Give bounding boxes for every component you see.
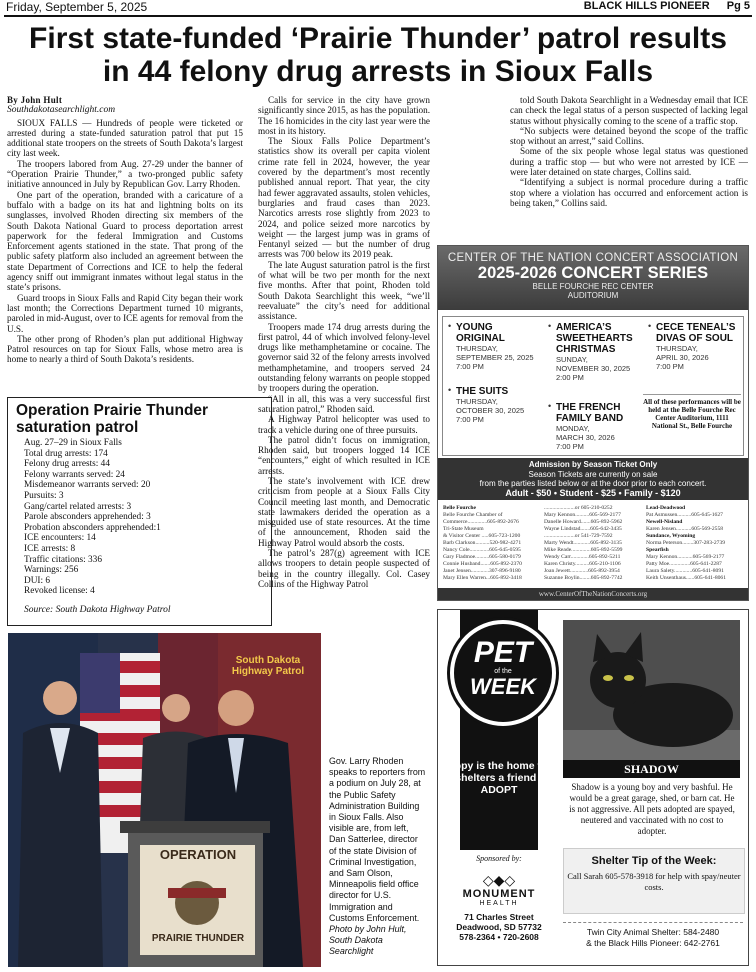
byline: By John Hult [7,95,63,105]
fact-box [7,397,272,626]
directory-entry: Pat Asmussen..........605-645-1627 [646,512,723,518]
fact-item: Pursuits: 3 [24,490,64,501]
fact-item: Revoked license: 4 [24,586,95,597]
venue-note: All of these performances will be held at the Belle Fourche Rec Center Auditorium, 1111 National St., Belle Fourche [643,394,741,430]
show-day: SUNDAY, [556,355,588,364]
sponsor-block [438,872,560,942]
fact-item: Gang/cartel related arrests: 3 [24,501,132,512]
photo-caption [329,756,427,958]
show-item [448,385,544,424]
directory-entry: Wendy Carr.............605-892-5211 [544,554,621,560]
fact-item: Probation absconders apprehended:1 [24,522,161,533]
sponsor-subtitle: HEALTH [479,900,519,907]
fact-item: Total drug arrests: 174 [24,448,108,459]
paragraph: The state’s involvement with ICE drew criticism from people at a Sioux Falls City Council meeting last month, and Democratic state lawmakers derided the operation as a misguided use of state resources. At the time of the announcement, Rhoden said the Highway Patrol would absorb the costs. [258,475,430,548]
show-time: 7:00 PM [456,415,484,424]
paragraph: Calls for service in the city have grown significantly since 2015, as has the population. The 16 homicides in the city last year were the most in its history. [258,95,430,136]
sponsor-address-1: 71 Charles Street [464,912,534,922]
fact-item: Parole absconders apprehended: 3 [24,512,151,523]
source-site: Southdakotasearchlight.com [7,105,116,116]
sponsor-logo-icon: ◇◆◇ [482,872,516,888]
directory-entry: Gary Fladmoe..........605-580-0179 [443,554,521,560]
shelter-phone: Twin City Animal Shelter: 584-2480 [586,927,720,937]
paragraph: The other prong of Rhoden’s plan put additional Highway Patrol resources on tap for Sioux Falls, whose metro area is home to nearly a third of South Dakota’s residents. [7,333,243,365]
shelter-tip-text: Call Sarah 605-578-3918 for help with spay/neuter costs. [567,871,741,892]
bullet-icon: • [448,385,452,395]
fact-box-source: Source: South Dakota Highway Patrol [24,604,171,615]
badge-week: WEEK [470,674,536,699]
headline [8,22,748,88]
issue-date: Friday, September 5, 2025 [6,0,148,14]
show-title: AMERICA’S SWEETHEARTS CHRISTMAS [556,322,633,355]
sponsor-address-2: Deadwood, SD 57732 [456,922,542,932]
directory-entry: Belle Fourche [443,505,476,511]
directory-entry: Keith Unsenthaus......605-641-8061 [646,575,727,581]
show-item [648,321,746,371]
article-column-1 [7,95,243,365]
bullet-icon: • [448,321,452,331]
directory-entry: Janet Jensen.............307-896-9180 [443,568,521,574]
sponsor-name: MONUMENT [462,888,536,900]
badge-pet: PET [473,636,533,669]
fact-item: Felony drug arrests: 44 [24,459,110,470]
show-title: YOUNG ORIGINAL [456,322,505,344]
page-number: Pg 5 [726,0,750,12]
photo-credit: Photo by John Hult, South Dakota Searchlight [329,924,407,957]
paragraph: The patrol didn’t focus on immigration, Rhoden said, but troopers logged 14 ICE “encounters,” eight of which resulted in ICE arrests. [258,434,430,476]
show-item [548,401,642,451]
paragraph: “No subjects were detained beyond the scope of the traffic stop without an arrest,” said Collins. [510,125,748,147]
paragraph: The late August saturation patrol is the first of what will be two per month for the next five months. After that point, Rhoden told South Dakota Searchlight this week, “we’ll reevaluate” the city’s need for additional assistance. [258,259,430,322]
directory-entry: Sundance, Wyoming [646,533,696,539]
directory-entry: ......................or 605-210-0252 [544,505,613,511]
directory-entry: ......................or 541-729-7592 [544,533,613,539]
concert-venue-room: AUDITORIUM [567,291,619,300]
bullet-icon: • [548,401,552,411]
paragraph: The Sioux Falls Police Department’s statistics show its overall per capita violent crime rate fell in 2024, however, the year covered by the department’s most recently published annual report. That year, the city had fewer aggravated assaults, stolen vehicles, burglaries and fraud cases than 2023. Narcotics arrests rose slightly from 2023 to 2024, and police seized more narcotics by weight — the largest jump was in grams of Fentanyl seized — but the number of drug arrests was 700 below its 2019 peak. [258,136,430,260]
paragraph: Guard troops in Sioux Falls and Rapid City began their work last month; the Corrections Department turned 10 migrants, paroled in mid-August, over to ICE agents for removal from the U.S. [7,292,243,334]
show-item [448,321,544,371]
bullet-icon: • [648,321,652,331]
show-date: NOVEMBER 30, 2025 [556,364,631,373]
fact-item: ICE encounters: 14 [24,533,96,544]
show-date: OCTOBER 30, 2025 [456,406,525,415]
fact-item: DUI: 6 [24,575,51,586]
directory-entry: Karen Jensen...........605-569-2558 [646,526,724,532]
show-day: THURSDAY, [456,397,498,406]
show-title: THE FRENCH FAMILY BAND [556,402,624,424]
press-conference-photo [8,633,321,967]
directory-entry: Joan Jewett.............605-892-3954 [544,568,620,574]
header-right [570,0,750,12]
directory-entry: Mary Ellen Warren...605-892-3418 [443,575,522,581]
contact-directory-col-3 [646,505,746,582]
cat-photo [563,620,740,760]
headline-line-2: in 44 felony drug arrests in Sioux Falls [102,55,654,88]
badge-of-the: of the [494,668,512,675]
directory-entry: Wayne Lindstad.......605-642-3435 [544,526,622,532]
shelter-contacts [563,922,743,949]
headline-line-1: First state-funded ‘Prairie Thunder’ patrol results [29,22,727,55]
directory-entry: Danelle Howard.......605-892-5962 [544,519,623,525]
directory-entry: Connie Husband.......605-892-2370 [443,561,522,567]
show-time: 7:00 PM [656,362,684,371]
fact-item: Warnings: 256 [24,565,79,576]
directory-entry: Laura Salety.............605-641-8091 [646,568,724,574]
pet-ad-left-panel [438,610,560,965]
bullet-icon: • [548,321,552,331]
fact-box-title: Operation Prairie Thunder saturation patrol [16,402,209,436]
show-title: CECE TENEAL’S DIVAS OF SOUL [656,322,736,344]
ticket-prices: Adult - $50 • Student - $25 • Family - $120 [505,487,681,498]
directory-entry: Mike Reade..............605-892-5599 [544,547,623,553]
directory-entry: Marty Wendt............605-892-3135 [544,540,622,546]
podium-sign-line-2: PRAIRIE THUNDER [151,933,245,944]
admission-info [438,458,748,500]
fact-item: Felony warrants served: 24 [24,469,125,480]
photo-illustration [8,633,321,967]
fact-item: Traffic citations: 336 [24,554,102,565]
show-time: 7:00 PM [456,362,484,371]
concert-website: www.CenterOfTheNationConcerts.org [438,588,748,600]
paragraph: Some of the six people whose legal status was questioned during a traffic stop — but who were not arrested by ICE — were later detained on state charges, Collins said. [510,146,748,178]
admission-line: Admission by Season Ticket Only [528,460,658,469]
directory-entry: & Visitor Center .....605-723-1200 [443,533,521,539]
directory-entry: Commerce..............605-892-2676 [443,519,519,525]
directory-entry: Mary Kennon..........605-569-2177 [544,512,621,518]
show-time: 7:00 PM [556,442,584,451]
admission-line: from the parties listed below or at the door prior to each concert. [479,479,707,488]
pet-of-week-badge [450,620,556,726]
directory-entry: Spearfish [646,547,669,553]
cat-illustration [563,620,740,760]
paragraph: “Identifying a subject is normal procedure during a traffic stop where a violation has occurred and enforcement action is being taken,” Collins said. [510,177,748,208]
contact-directory-col-2 [544,505,644,582]
show-date: APRIL 30, 2026 [656,353,709,362]
pioneer-phone: & the Black Hills Pioneer: 642-2761 [586,938,720,948]
pet-name: SHADOW [563,760,740,778]
directory-entry: Norma Peterson........307-283-2739 [646,540,726,546]
show-item [548,321,642,382]
directory-entry: Barb Clarkson..........520-982-4271 [443,540,522,546]
header-rule [4,15,752,17]
paragraph: The troopers labored from Aug. 27-29 under the banner of “Operation Prairie Thunder,” a two-pronged public safety initiative announced in July by Republican Gov. Larry Rhoden. [7,158,243,190]
contact-directory-col-1 [443,505,541,582]
directory-entry: Lead-Deadwood [646,505,686,511]
directory-entry: Newell-Nisland [646,519,683,525]
sponsor-phone: 578-2364 • 720-2608 [459,932,539,942]
paragraph: “All in all, this was a very successful first saturation patrol,” Rhoden said. [258,393,430,414]
paragraph: A Highway Patrol helicopter was used to track a vehicle during one of three pursuits. [258,414,430,435]
show-day: THURSDAY, [656,344,698,353]
concert-series-ad [437,245,749,601]
directory-entry: Patty Moe...............605-641-2287 [646,561,722,567]
paragraph: One part of the operation, branded with a caricature of a buffalo with a badge on its hat and lightning bolts on its sunglasses, involved Rhoden directing six members of the South Dakota National Guard to process deportation arrest paperwork for the federal Immigration and Customs Enforcement agents stationed in the state. That prong of the public safety platform also included an agreement between the state Department of Corrections and ICE to help the federal agency sniff out immigrant inmates without legal status in the state’s prisons. [7,189,243,293]
backdrop-text: South Dakota Highway Patrol [231,655,305,677]
caption-text: Gov. Larry Rhoden speaks to reporters from a podium on July 28, at the Public Safety Administration Building in Sioux Falls. Also visible are, from left, Dan Satterlee, director of the state Division of Criminal Investigation, and Sam Olson, Minneapolis field office director for U.S. Immigration and Customs Enforcement. [329,756,426,923]
show-time: 2:00 PM [556,373,584,382]
podium-sign-line-1: OPERATION [159,847,237,862]
paragraph: The patrol’s 287(g) agreement with ICE allows troopers to detain people suspected of being in the country illegally. Col. Casey Collins of the Highway Patrol [258,548,430,589]
show-title: THE SUITS [456,386,509,397]
show-day: MONDAY, [556,424,590,433]
show-day: THURSDAY, [456,344,498,353]
show-date: MARCH 30, 2026 [556,433,615,442]
pet-description: Shadow is a young boy and very bashful. He would be a great garage, shed, or barn cat. He is not aggressive. All pets adopted are spayed, neutered and vaccinated with no cost to adopter. [569,782,735,836]
fact-item: Aug. 27–29 in Sioux Falls [24,438,122,448]
concert-banner [438,246,748,310]
paragraph: Troopers made 174 drug arrests during the first patrol, 44 of which involved felony-level drugs like methamphetamine or cocaine. The governor said 32 of the felony arrests involved methamphetamine, and troopers served 24 outstanding felony warrants on people stopped by troopers during the operation. [258,321,430,394]
directory-entry: Suzanne Boylin........605-892-7742 [544,575,623,581]
concert-venue: BELLE FOURCHE REC CENTER [532,282,654,291]
sponsored-by-label: Sponsored by: [476,854,522,863]
directory-entry: Tri-State Museum [443,526,484,532]
newspaper-name: BLACK HILLS PIONEER [583,0,710,12]
article-column-2 [258,95,430,589]
shelter-tip-box [563,848,745,914]
show-date: SEPTEMBER 25, 2025 [456,353,534,362]
directory-entry: Mary Kennon...........605-569-2177 [646,554,725,560]
shelter-tip-title: Shelter Tip of the Week: [591,855,717,867]
paragraph: told South Dakota Searchlight in a Wednesday email that ICE can check the legal status of a person suspected of lacking legal status without physically coming to the scene of a traffic stop. [510,95,748,126]
fact-item: ICE arrests: 8 [24,543,76,554]
article-column-3 [510,95,748,208]
directory-entry: Nancy Cole..............605-645-0595 [443,547,521,553]
concert-series-title: 2025-2026 CONCERT SERIES [477,264,709,282]
paragraph: SIOUX FALLS — Hundreds of people were ticketed or arrested during a state-funded saturation patrol that put 15 additional state troopers on the streets of South Dakota’s largest city last week. [7,117,243,159]
fact-item: Misdemeanor warrants served: 20 [24,480,151,491]
directory-entry: Belle Fourche Chamber of [443,512,503,518]
pet-of-the-week-ad [437,609,749,966]
concert-association: CENTER OF THE NATION CONCERT ASSOCIATION [447,252,739,264]
admission-line: Season Tickets are currently on sale [528,469,658,479]
directory-entry: Karen Christy..........605-210-1106 [544,561,621,567]
adopt-slogan: Happy is the home that shelters a friend - ADOPT [441,760,557,796]
